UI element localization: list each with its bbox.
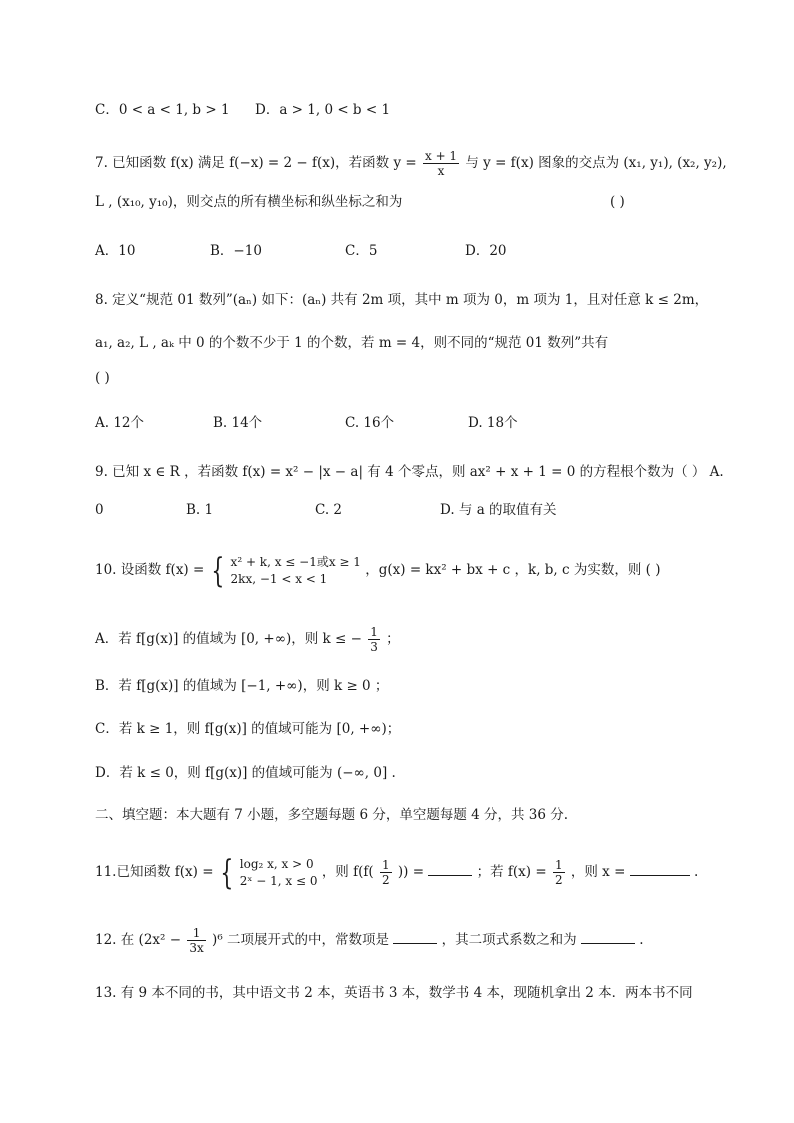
q12-power: )⁶ bbox=[212, 932, 223, 948]
q10-option-a-text: A．若 f[g(x)] 的值域为 [0, +∞)，则 k ≤ − bbox=[95, 631, 362, 647]
q8-option-d: D. 18个 bbox=[468, 415, 518, 431]
q8-stem-line1: 8. 定义“规范 01 数列”(aₙ) 如下：(aₙ) 共有 2m 项，其中 m 项为 0，m 项为 1，且对任意 k ≤ 2m， bbox=[95, 292, 709, 308]
q11-rhs-num: 1 bbox=[554, 858, 563, 872]
q9-option-d: D. 与 a 的取值有关 bbox=[440, 502, 557, 518]
q10-option-c: C．若 k ≥ 1，则 f[g(x)] 的值域可能为 [0, +∞)； bbox=[95, 721, 401, 737]
q11-blank-1[interactable] bbox=[428, 863, 472, 876]
q11-rhs-fraction bbox=[553, 858, 565, 887]
q12-end: . bbox=[639, 932, 644, 948]
left-brace-icon: { bbox=[220, 852, 234, 893]
q9-option-c: C. 2 bbox=[315, 502, 343, 518]
q12-frac-den: 3x bbox=[189, 941, 204, 955]
q9-stem-line1: 9. 已知 x ∈ R ，若函数 f(x) = x² − |x − a| 有 4 个零点，则 ax² + x + 1 = 0 的方程根个数为（ ） A. bbox=[95, 464, 724, 480]
q11-half-num: 1 bbox=[381, 858, 390, 872]
q8-option-a: A. 12个 bbox=[95, 415, 145, 431]
q11-piece2: 2ˣ − 1, x ≤ 0 bbox=[239, 873, 318, 888]
q7-option-a: A．10 bbox=[95, 243, 136, 259]
q11-lead: 11.已知函数 f(x) = bbox=[95, 864, 214, 880]
q10-stem bbox=[95, 550, 660, 590]
q11-piece1: log₂ x, x > 0 bbox=[239, 856, 314, 871]
q12-blank-2[interactable] bbox=[581, 931, 635, 944]
q12-stem bbox=[95, 922, 644, 958]
q9-option-b: B. 1 bbox=[186, 502, 214, 518]
q10-option-a-num: 1 bbox=[370, 625, 378, 639]
q11-mid4: ，则 x = bbox=[570, 864, 626, 880]
q11-blank-2[interactable] bbox=[630, 863, 690, 876]
q10-lead: 10. 设函数 f(x) = bbox=[95, 562, 205, 578]
q10-tail: ，g(x) = kx² + bx + c ，k, b, c 为实数，则 ( ) bbox=[365, 562, 661, 578]
q11-stem bbox=[95, 852, 698, 892]
q12-fraction bbox=[187, 926, 205, 955]
q12-lead: 12. 在 (2x² − bbox=[95, 932, 182, 948]
q12-frac-num: 1 bbox=[187, 926, 205, 941]
q13-stem-line1: 13. 有 9 本不同的书，其中语文书 2 本，英语书 3 本，数学书 4 本，现随机拿出 2 本．两本书不同 bbox=[95, 985, 693, 1001]
q11-mid1: ，则 f(f( bbox=[321, 864, 374, 880]
q7-option-b: B．−10 bbox=[210, 243, 262, 259]
q7-stem-line2: L , (x₁₀, y₁₀)，则交点的所有横坐标和纵坐标之和为 bbox=[95, 194, 403, 210]
q8-option-c: C. 16个 bbox=[345, 415, 395, 431]
q7-option-d: D．20 bbox=[465, 243, 507, 259]
q10-option-d: D．若 k ≤ 0，则 f[g(x)] 的值域可能为 (−∞, 0] . bbox=[95, 765, 396, 781]
q7-text-b: 与 y = f(x) 图象的交点为 (x₁, y₁), (x₂, y₂), bbox=[465, 155, 727, 171]
q7-frac-num: x + 1 bbox=[424, 149, 458, 163]
q7-text-a: 7. 已知函数 f(x) 满足 f(−x) = 2 − f(x)，若函数 y = bbox=[95, 155, 417, 171]
q7-stem-line1 bbox=[95, 149, 727, 178]
q10-option-a-fraction bbox=[368, 625, 380, 654]
q8-option-b: B. 14个 bbox=[213, 415, 263, 431]
q12-mid2: ，其二项式系数之和为 bbox=[441, 932, 577, 948]
q10-option-b: B．若 f[g(x)] 的值域为 [−1, +∞)，则 k ≥ 0 ； bbox=[95, 678, 389, 694]
q10-piece1: x² + k, x ≤ −1或x ≥ 1 bbox=[230, 554, 361, 569]
q11-piecewise bbox=[240, 856, 318, 890]
q10-option-a-den: 3 bbox=[370, 640, 378, 654]
q10-option-a-end: ； bbox=[386, 631, 400, 647]
q7-fraction bbox=[423, 149, 459, 178]
q8-answer-paren: ( ) bbox=[95, 370, 110, 386]
q11-rhs-den: 2 bbox=[554, 873, 563, 887]
q11-half-fraction bbox=[380, 858, 392, 887]
q10-piecewise bbox=[231, 554, 361, 588]
q7-answer-paren: ( ) bbox=[610, 194, 625, 210]
q7-option-c: C．5 bbox=[345, 243, 378, 259]
left-brace-icon: { bbox=[210, 550, 224, 591]
q11-half-den: 2 bbox=[381, 873, 390, 887]
q11-mid3: ；若 f(x) = bbox=[476, 864, 547, 880]
q10-piece2: 2kx, −1 < x < 1 bbox=[230, 571, 328, 586]
q12-mid: 二项展开式的中，常数项是 bbox=[227, 932, 390, 948]
q6-option-d: D．a > 1, 0 < b < 1 bbox=[255, 102, 391, 118]
q12-blank-1[interactable] bbox=[393, 931, 437, 944]
q8-stem-line2: a₁, a₂, L , aₖ 中 0 的个数不少于 1 的个数，若 m = 4，则不同的“规范 01 数列”共有 bbox=[95, 335, 609, 351]
q6-option-c: C．0 < a < 1, b > 1 bbox=[95, 102, 230, 118]
section-2-heading: 二、填空题：本大题有 7 小题，多空题每题 6 分，单空题每题 4 分，共 36 分. bbox=[95, 807, 569, 823]
q11-end: . bbox=[694, 864, 699, 880]
q9-option-a-value: 0 bbox=[95, 502, 104, 518]
q10-option-a bbox=[95, 625, 400, 654]
q7-frac-den: x bbox=[437, 164, 445, 178]
q11-mid2: )) = bbox=[397, 864, 425, 880]
